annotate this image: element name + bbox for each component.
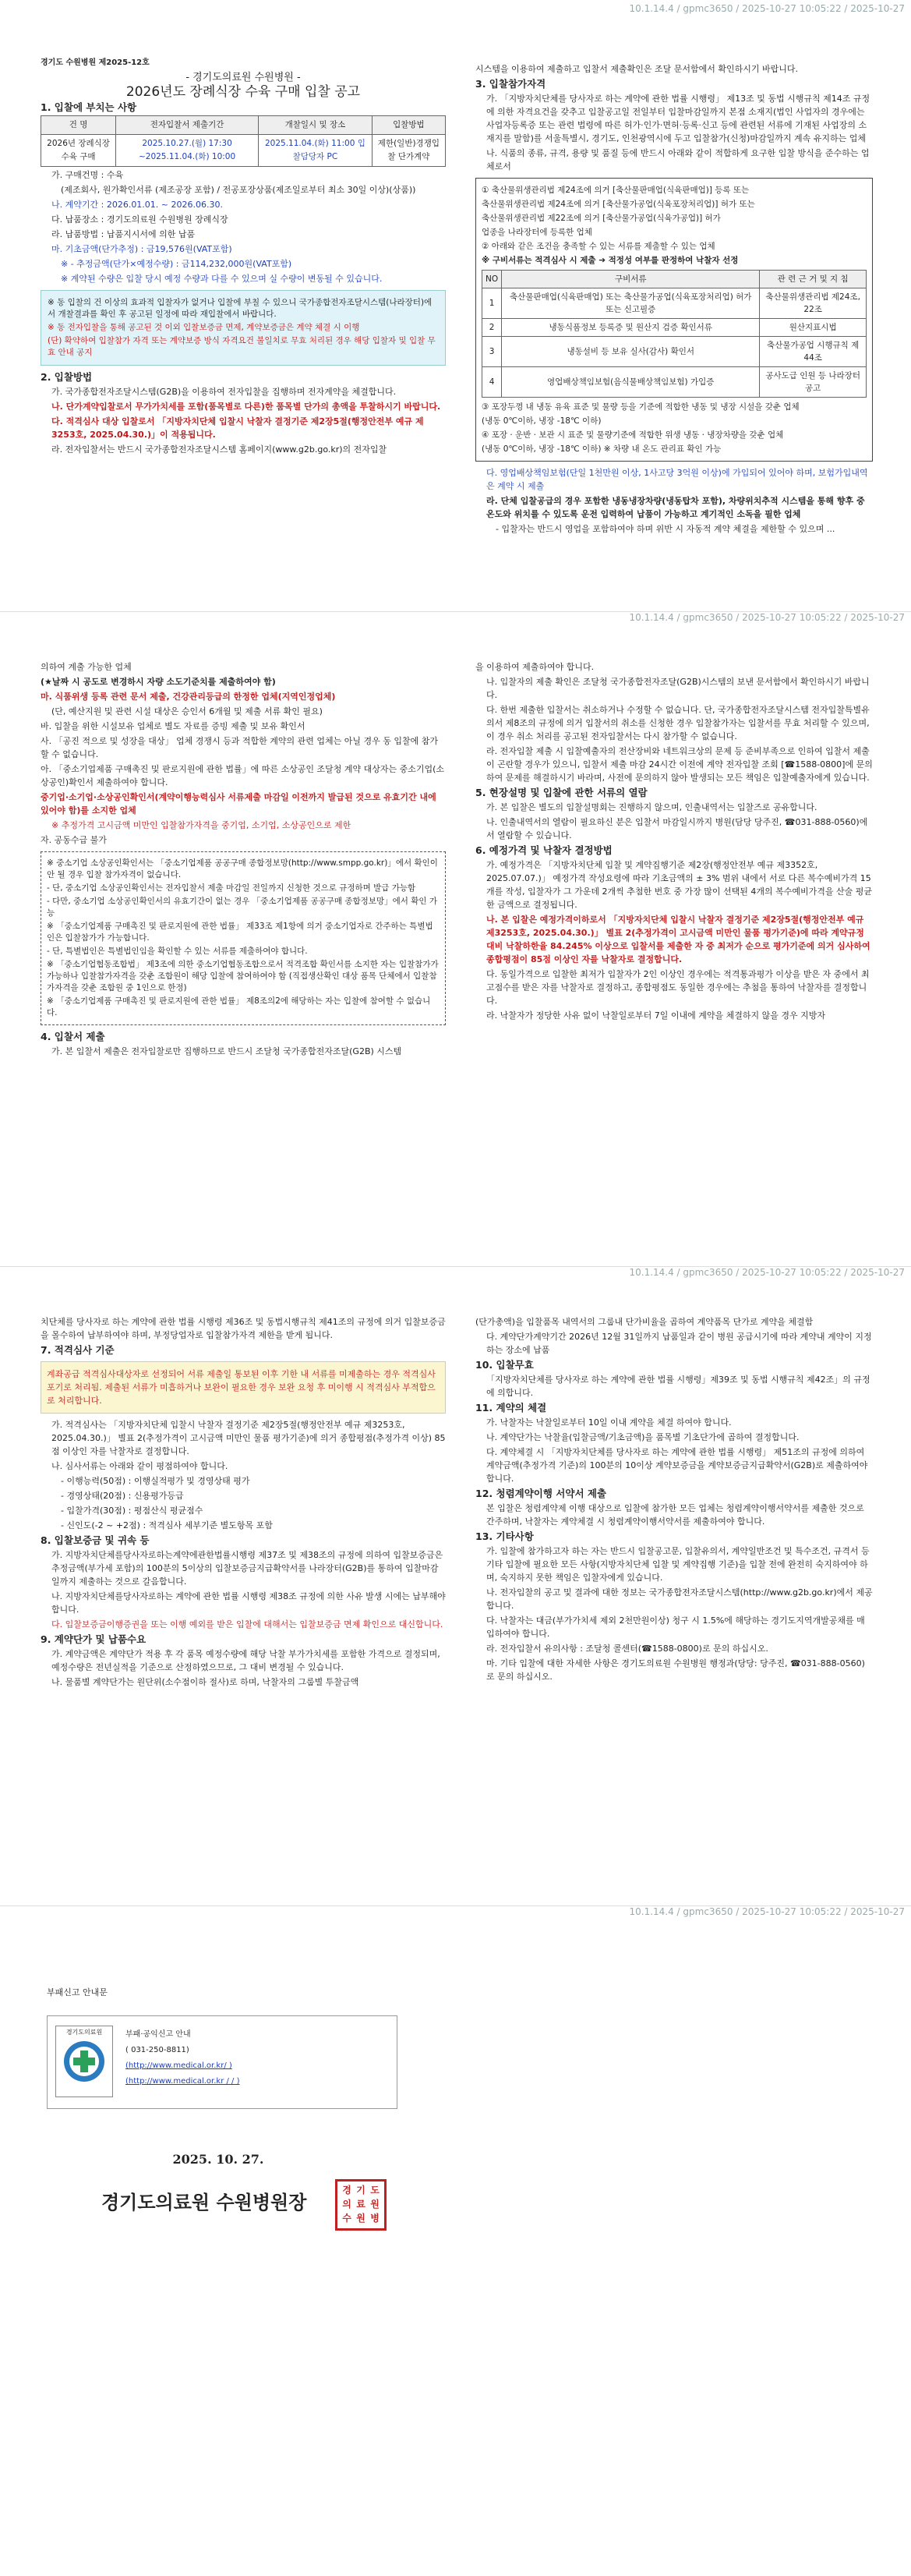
item-e: 마. 기초금액(단가추정) : 금19,576원(VAT포함) (51, 244, 232, 254)
section-1-heading: 1. 입찰에 부치는 사항 (41, 101, 137, 113)
page-1 (0, 0, 911, 612)
section-2-heading: 2. 입찰방법 (41, 371, 93, 383)
s9-b: 나. 물품별 계약단가는 원단위(소수점이하 절사)로 하며, 낙찰자의 그룹별 투찰금액 (51, 1677, 359, 1687)
item-a: 가. 구매건명 : 수육 (51, 170, 124, 180)
s3-a: 가. 「지방자치단체를 당사자로 하는 계약에 관한 법률 시행령」 제13조 및 동법 시행규칙 제14조 규정에 의한 자격요건을 갖추고 입찰공고일 전일부터 입찰마감일까지 본점 소재지(법인 사업자의 경우에는 사업자등록증 또는 관련 법령에 따른 허가·인가·면허·등록·신고 등에 관련된 서류에 기재된 사업장의 소재지를 말함)를 서울특별시, 경기도, 인천광역시에 두고 입찰참가(신청)마감일까지 계속 유지하는 업체 (486, 94, 870, 143)
s11-a: 가. 낙찰자는 낙찰일로부터 10일 이내 계약을 체결 하여야 합니다. (486, 1417, 732, 1428)
s8-a: 가. 지방자치단체를당사자로하는계약에관한법률시행령 제37조 및 제38조의 규정에 의하여 입찰보증금은 추정금액(부가세 포함)의 100분의 5이상의 입찰보증금지급확약서를 나라장터(G2B)를 통하여 입찰마감일까지 제출하는 것으로 갈음합니다. (51, 1550, 443, 1587)
td-opening: 2025.11.04.(화) 11:00 입찰담당자 PC (259, 135, 373, 167)
s2-c: 다. 적격심사 대상 입찰로서 「지방자치단체 입찰시 낙찰자 결정기준 제2장5절(행정안전부 예규 제3253호, 2025.04.30.)」이 적용됩니다. (51, 416, 424, 440)
box-line: ① 축산물위생관리법 제24조에 의거 [축산물판매업(식육판매업)] 등록 또는 (482, 186, 750, 195)
th-opening: 개찰일시 및 장소 (259, 116, 373, 135)
p2-line: (★날짜 시 공도로 변경하시 자량 소도기준치를 제출하여야 함) (41, 677, 276, 687)
r-intro: 시스템을 이용하여 제출하고 입찰서 제출확인은 조달 문서함에서 확인하시기 바랍니다. (475, 64, 799, 74)
notice-box (41, 290, 446, 366)
p3-intro: 치단체를 당사자로 하는 계약에 관한 법률 시행령 제36조 및 동법시행규칙 제41조의 규정에 의거 입찰보증금을 몰수하여 납부하여야 하며, 부정당업자로 입찰참가자격 제한을 받게 됩니다. (41, 1317, 446, 1340)
item-c: 다. 납품장소 : 경기도의료원 수원병원 장례식장 (51, 214, 228, 225)
dot-line: ※ 「중소기업협동조합법」 제3조에 의한 중소기업협동조합으로서 적격조합 확인서를 소지한 자는 입찰참가가 가능하나 입찰참가자격을 갖춘 조합원이 해당 입찰에 참여하여야 함 (직접생산확인 대상 품목 단체에서 입찰참가자격을 갖춘 조합원 중 1인으로 한정) (47, 960, 439, 993)
official-seal: 경 기 도 의 료 원 수 원 병 (335, 2179, 387, 2231)
hospital-logo (55, 2026, 113, 2097)
s10-a: 「지방자치단체를 당사자로 하는 계약에 관한 법률 시행령」제39조 및 동법 시행규칙 제42조」의 규정에 의합니다. (486, 1375, 870, 1398)
p2-line: 바. 입찰을 위한 시설보유 업체로 별도 자료를 증빙 제출 및 보유 확인서 (41, 721, 305, 731)
s7-list-item: - 이행능력(50점) : 이행실적평가 및 경영상태 평가 (61, 1476, 250, 1486)
s3-b: 나. 식품의 종류, 규격, 용량 및 품질 등에 반드시 아래와 같이 적합하게 요구한 입찰 방식을 준수하는 업체로서 (486, 148, 870, 172)
contact-url[interactable]: (http://www.medical.or.kr / / ) (125, 2077, 240, 2086)
s9-a: 가. 계약금액은 계약단가 적용 후 각 품목 예정수량에 해당 낙찰 부가가치세를 포함한 가격으로 결정되며, 예정수량은 전년실적을 기준으로 산정하였으므로, 그 대비 변경될 수 있습니다. (51, 1649, 440, 1672)
dot-line: - 단, 중소기업 소상공인확인서는 전자입찰서 제출 마감일 전일까지 신청한 것으로 규정하며 발급 가능함 (47, 883, 416, 893)
watermark: 10.1.14.4 / gpmc3650 / 2025-10-27 10:05:22 / 2025-10-27 (629, 612, 905, 623)
p1-right-column (475, 61, 873, 537)
logo-text: 경기도의료원 (65, 2029, 103, 2036)
td-period: 2025.10.27.(월) 17:30 ~2025.11.04.(화) 10:00 (116, 135, 259, 167)
documents-table (482, 270, 867, 398)
s6-b: 나. 본 입찰은 예정가격이하로서 「지방자치단체 입찰시 낙찰자 결정기준 제2장5절(행정안전부 예규 제3253호, 2025.04.30.)」 별표 2(추정가격이 고시금액 미만인 물품 평가기준)에 따라 계약규정 대비 낙찰하한율 84.245% 이상으로 입찰서를 제출한 자 중 최저가 순으로 평가기준에 의거 심사하여 종합평점이 85점 이상인 자를 낙찰자로 결정합니다. (486, 915, 870, 964)
s6-a: 가. 예정가격은 「지방자치단체 입찰 및 계약집행기준 제2장(행정안전부 예규 제3352호, 2025.07.07.)」 예정가격 작성요령에 따라 기초금액의 ± 3% 범위 내에서 서로 다른 복수예비가격 15개를 작성, 입찰자가 그 가운데 2개씩 추첨한 번호 중 가장 많이 선택된 4개의 복수예비가격을 산술 평균한 금액으로 결정됩니다. (486, 860, 872, 910)
p2-line: 마. 식품위생 등록 관련 문서 제출, 건강관리등급의 한정한 업체(지역인정업체) (41, 692, 336, 702)
td-method: 제한(일반)경쟁입찰 단가계약 (372, 135, 445, 167)
cell: 3 (482, 337, 502, 367)
th-method: 입찰방법 (372, 116, 445, 135)
item-e-note2: ※ 계약된 수량은 입찰 당시 예정 수량과 다를 수 있으며 실 수량이 변동될 수 있습니다. (61, 274, 383, 284)
corruption-report-box (47, 2015, 397, 2109)
notice-line: ※ 동 전자입찰을 통해 공고된 것 이외 입찰보증금 면제, 계약보증금은 계약 체결 시 이행 (48, 323, 360, 332)
p2-line: (단, 예산지원 및 관련 시설 대상은 승인서 6개월 및 제출 서류 확인 필요) (51, 706, 323, 717)
contact-tel: ( 031-250-8811) (125, 2046, 189, 2054)
cell: 공사도급 인원 등 나라장터 공고 (760, 367, 867, 398)
cell: 축산물판매업(식육판매업) 또는 축산물가공업(식육포장처리업) 허가 또는 신고필증 (502, 288, 760, 319)
cell: 1 (482, 288, 502, 319)
box-line: ② 아래와 같은 조건을 충족할 수 있는 서류를 제출할 수 있는 업체 (482, 242, 715, 251)
s8-c: 다. 입찰보증금이행증권을 또는 이행 예외를 받은 입찰에 대해서는 입찰보증금 면제 확인으로 대신합니다. (51, 1619, 443, 1629)
s7-b: 나. 심사서류는 아래와 같이 평점하여야 합니다. (51, 1461, 228, 1471)
warning-text: 계좌공급 적격심사대상자로 선정되어 서류 제출일 통보된 이후 기한 내 서류를 미제출하는 경우 적격심사 포기로 처리됨. 제출된 서류가 미흡하거나 보완이 필요한 경우 보완 요청 후 미이행 시 적격심사 부적합으로 처리합니다. (47, 1369, 436, 1406)
section-6-heading: 6. 예정가격 및 낙찰자 결정방법 (475, 844, 613, 856)
s7-list-item: - 신인도(-2 ~ +2점) : 적격심사 세부기준 별도항목 포함 (61, 1520, 273, 1530)
watermark: 10.1.14.4 / gpmc3650 / 2025-10-27 10:05:22 / 2025-10-27 (629, 3, 905, 14)
p1-left-column (41, 55, 446, 458)
page-title: 2026년도 장례식장 수육 구매 입찰 공고 (125, 84, 361, 100)
s2-d: 라. 전자입찰서는 반드시 국가종합전자조달시스템 홈페이지(www.g2b.go.kr)의 전자입찰 (51, 444, 387, 455)
s3-e: - 입찰자는 반드시 영업을 포함하여야 하며 위반 시 자동적 계약 체결을 제한할 수 있으며 ... (496, 524, 835, 534)
p2-line: ※ 추정가격 고시금액 미만인 입찰참가자격을 중기업, 소기업, 소상공인으로 제한 (51, 820, 351, 830)
r-line: (단가총액)을 입찰품목 내역서의 그룹내 단가비율을 곱하여 계약품목 단가로 계약을 체결함 (475, 1317, 814, 1327)
issue-date: 2025. 10. 27. (172, 2152, 264, 2167)
td-name: 2026년 장례식장 수육 구매 (41, 135, 116, 167)
th-name: 건 명 (41, 116, 116, 135)
box-line: ④ 포장 · 운반 · 보관 시 표준 및 물량기준에 적합한 위생 냉동 · 냉장차량을 갖춘 업체 (482, 430, 784, 440)
section-7-heading: 7. 적격심사 기준 (41, 1344, 115, 1356)
qualification-box (475, 178, 873, 462)
section-4-heading: 4. 입찰서 제출 (41, 1031, 105, 1042)
table-row (482, 367, 867, 398)
cell: 2 (482, 319, 502, 337)
s7-a: 가. 적격심사는 「지방자치단체 입찰시 낙찰자 결정기준 제2장5절(행정안전부 예규 제3253호, 2025.04.30.)」 별표 2(추정가격이 고시금액 미만인 물품 평가기준)에 의거 종합평점(추정가격 이상) 85점 이상인 자를 낙찰자로 결정합니다. (51, 1420, 446, 1456)
signer: 경기도의료원 수원병원장 (101, 2191, 307, 2213)
organization: - 경기도의료원 수원병원 - (185, 72, 301, 83)
dot-line: ※ 「중소기업제품 구매촉진 및 판로지원에 관한 법률」 제33조 제1항에 의거 중소기업자로 간주하는 특별법인은 입찰참가가 가능합니다. (47, 922, 433, 943)
r-line: 나. 입찰자의 제출 확인은 조달청 국가종합전자조달(G2B)시스템의 보낸 문서함에서 확인하시기 바랍니다. (486, 677, 870, 700)
r-line: 라. 전자입찰 제출 시 입찰예출자의 전산장비와 네트워크상의 문제 등 준비부족으로 인하여 입찰서 제출이 곤란할 경우가 있으니, 입찰서 제출 마감 24시간 이전에 계약 전자입찰 조회 [☎1588-0800]에 문의하여 문제를 해결하시기 바라며, 사전에 문의하지 않아 발생되는 모든 책임은 입찰예출자에게 있습니다. (486, 746, 873, 783)
page-3 (0, 1267, 911, 1906)
section-3-heading: 3. 입찰참가자격 (475, 78, 546, 90)
s11-c: 다. 계약체결 시 「지방자치단체를 당사자로 하는 계약에 관한 법률 시행령」 제51조의 규정에 의하여 계약금액(추정가격 기준)의 100분의 10이상 계약보증금을 계약보증금지급확약서(G2B)로 제출하여야 합니다. (486, 1447, 868, 1484)
th-no: NO (482, 271, 502, 288)
item-b: 나. 계약기간 : 2026.01.01. ~ 2026.06.30. (51, 200, 223, 210)
hospital-emblem-icon (62, 2040, 106, 2083)
p2-right-column (475, 659, 873, 1024)
p2-line: 사. 「공진 적으로 및 성장을 대상」 업체 경쟁시 등과 적합한 계약의 관련 업체는 아닐 경우 동 입찰에 참가할 수 없습니다. (41, 736, 438, 759)
section-8-heading: 8. 입찰보증금 및 귀속 등 (41, 1534, 150, 1546)
page-2 (0, 612, 911, 1267)
contact-name: 부패·공익신고 안내 (125, 2030, 191, 2039)
cell: 원산지표시법 (760, 319, 867, 337)
table-row (482, 337, 867, 367)
box-line: ※ 구비서류는 적격심사 시 제출 ➔ 적정성 여부를 판정하여 낙찰자 선정 (482, 256, 739, 265)
r-line: 다. 한번 제출한 입찰서는 취소하거나 수정할 수 없습니다. 단, 국가종합전자조달시스템 전자입찰특별유의서 제8조의 규정에 의거 입찰서의 취소를 신청한 경우 입찰참가자는 입찰서를 무효 처리할 수 있으며, 이 경우 취소 처리를 공고된 전자입찰서는 다시 참가할 수 없습니다. (486, 705, 870, 741)
box-line: 업종을 나라장터에 등록한 업체 (482, 228, 592, 237)
s13-c: 다. 낙찰자는 대금(부가가치세 제외 2천만원이상) 청구 시 1.5%에 해당하는 경기도지역개발공채를 매입하여야 합니다. (486, 1615, 865, 1639)
s6-c: 다. 동일가격으로 입찰한 최저가 입찰자가 2인 이상인 경우에는 적격통과평가 이상을 받은 자 중에서 최고점수를 받은 자를 낙찰자로 결정하고, 종합평점도 동일한 경우에는 추첨을 통하여 낙찰자를 결정합니다. (486, 969, 870, 1006)
s3-c: 다. 영업배상책임보험(단일 1천만원 이상, 1사고당 3억원 이상)에 가입되어 있어야 하며, 보험가입내역은 계약 시 제출 (486, 468, 868, 491)
p4-content (47, 1984, 436, 2001)
p2-line: 중기업·소기업·소상공인확인서(계약이행능력심사 서류제출 마감일 이전까지 발급된 것으로 유효기간 내에 있어야 함)를 소지한 업체 (41, 792, 436, 816)
s5-b: 나. 인출내역서의 열람이 필요하신 분은 입찰서 마감일시까지 병원(담당 당주진, ☎031-888-0560)에서 열람할 수 있습니다. (486, 817, 868, 840)
cell: 영업배상책임보험(음식물배상책임보험) 가입증 (502, 367, 760, 398)
th-doc: 구비서류 (502, 271, 760, 288)
cell: 냉동설비 등 보유 실사(감사) 확인서 (502, 337, 760, 367)
s13-d: 라. 전자입찰서 유의사항 : 조달청 콜센터(☎1588-0800)로 문의 하십시오. (486, 1644, 768, 1654)
s11-b: 나. 계약단가는 낙찰율(입찰금액/기초금액)을 품목별 기초단가에 곱하여 결정합니다. (486, 1432, 800, 1442)
s4-a: 가. 본 입찰서 제출은 전자입찰로만 집행하므로 반드시 조달청 국가종합전자조달(G2B) 시스템 (51, 1046, 402, 1056)
table-row (482, 319, 867, 337)
th-period: 전자입찰서 제출기간 (116, 116, 259, 135)
s7-list-item: - 경영상태(20점) : 신용평가등급 (61, 1491, 184, 1501)
box-line: (냉동 0℃이하, 냉장 -18℃ 이하) ※ 차량 내 온도 관리표 확인 가능 (482, 444, 722, 454)
contact-details (125, 2027, 240, 2089)
s6-d: 라. 낙찰자가 정당한 사유 없이 낙찰일로부터 7일 이내에 계약을 체결하지 않을 경우 지방자 (486, 1010, 825, 1021)
box-line: (냉동 0℃이하, 냉장 -18℃ 이하) (482, 416, 602, 426)
watermark: 10.1.14.4 / gpmc3650 / 2025-10-27 10:05:22 / 2025-10-27 (629, 1906, 905, 1917)
box-line: 축산물위생관리법 제22조에 의거 [축산물가공업(식육가공업)] 허가 (482, 214, 721, 223)
notice-number: 경기도 수원병원 제2025-12호 (41, 58, 150, 67)
cell: 축산물가공업 시행규칙 제44조 (760, 337, 867, 367)
section-9-heading: 9. 계약단가 및 납품수요 (41, 1633, 147, 1645)
table-row (482, 288, 867, 319)
item-e-note: ※ - 추정금액(단가×예정수량) : 금114,232,000원(VAT포함) (61, 259, 292, 269)
dot-line: ※ 「중소기업제품 구매촉진 및 판로지원에 관한 법률」 제8조의2에 해당하는 자는 입찰에 참여할 수 없습니다. (47, 996, 431, 1017)
s13-a: 가. 입찰에 참가하고자 하는 자는 반드시 입찰공고문, 입찰유의서, 계약일반조건 및 특수조건, 규격서 등 기타 입찰에 필요한 모든 사항(지방자치단체 입찰 및 계약집행 기준)을 입찰 전에 완전히 숙지하여야 하며, 숙지하지 못한 책임은 입찰자에게 있습니다. (486, 1546, 870, 1583)
bid-summary-table (41, 115, 446, 167)
box-line: ③ 포장두껑 내 냉동 유육 표준 및 물량 등을 기준에 적합한 냉동 및 냉장 시설을 갖춘 업체 (482, 402, 800, 412)
p3-right-column (475, 1314, 873, 1685)
item-a-detail: (제조회사, 원가확인서류 (제조공장 포함) / 전공포장상품(제조일로부터 최소 30일 이상)(상품)) (61, 185, 416, 195)
s5-a: 가. 본 입찰은 별도의 입찰설명회는 진행하지 않으며, 인출내역서는 입찰즈로 공유합니다. (486, 802, 817, 812)
s2-b: 나. 단가계약입찰로서 무가가치세를 포함(품목별로 다른)한 품목별 단가의 총액을 투찰하시기 바랍니다. (51, 402, 441, 412)
s2-a: 가. 국가종합전자조달시스템(G2B)을 이용하여 전자입찰을 집행하며 전자계약을 체결합니다. (51, 387, 397, 397)
p3-left-column (41, 1314, 446, 1690)
section-12-heading: 12. 청렴계약이행 서약서 제출 (475, 1488, 607, 1499)
p2-intro: 의하여 계출 가능한 업체 (41, 662, 132, 672)
s13-e: 마. 기타 입찰에 대한 자세한 사항은 경기도의료원 수원병원 행정과(당당: 당주진, ☎031-888-0560)로 문의 하십시오. (486, 1658, 865, 1682)
section-13-heading: 13. 기타사항 (475, 1530, 534, 1542)
cell: 4 (482, 367, 502, 398)
dot-line: - 단, 특별법인은 특별법인임을 확인할 수 있는 서류를 제출하여야 합니다. (47, 947, 308, 956)
s7-list-item: - 입찰가격(30점) : 평점산식 평균점수 (61, 1506, 203, 1516)
warning-box (41, 1361, 446, 1414)
dot-line: ※ 중소기업 소상공인확인서는 「중소기업제품 공공구매 종합정보망(http://www.smpp.go.kr)」에서 확인이 안 될 경우 입찰 참가자격이 없습니다. (47, 858, 438, 879)
notice-line: ※ 동 입찰의 건 이상의 효과적 입찰자가 없거나 입찰에 부칠 수 있으니 국가종합전자조달시스템(나라장터)에서 개찰결과를 확인 후 공고된 일정에 따라 재입찰에서 바랍니다. (48, 298, 433, 319)
contact-url[interactable]: (http://www.medical.or.kr/ ) (125, 2061, 232, 2070)
p2-line: 아. 「중소기업제품 구매촉진 및 판로지원에 관한 법률」에 따른 소상공인 조달청 계약 대상자는 중소기업(소상공인)확인서 제출하여야 합니다. (41, 764, 445, 787)
item-d: 라. 납품방법 : 납품지시서에 의한 납품 (51, 229, 196, 239)
cell: 냉동식품정보 등록증 및 원산지 검증 확인서류 (502, 319, 760, 337)
s3-d: 라. 단체 입찰공급의 경우 포함한 냉동냉장차량(냉동탑차 포함), 차량위치추적 시스템을 통해 향후 중 온도와 위치를 수 있도록 운전 입력하여 납품이 가능하고 계기적인 소독을 필한 업체 (486, 496, 865, 519)
cell: 축산물위생관리법 제24조, 22조 (760, 288, 867, 319)
dot-line: - 다만, 중소기업 소상공인확인서의 유효기간이 없는 경우 「중소기업제품 공공구매 종합정보망」에서 확인 가능 (47, 897, 437, 918)
r-line: 을 이용하여 제출하여야 합니다. (475, 662, 595, 672)
r-line: 다. 계약단가계약기간 2026년 12월 31일까지 납품일과 같이 병원 공급시기에 따라 계약내 계약이 지정하는 장소에 납품 (486, 1332, 872, 1355)
s8-b: 나. 지방자치단체를당사자로하는 계약에 관한 법률 시행령 제38조 규정에 의한 사유 발생 시에는 납부해야 합니다. (51, 1591, 446, 1615)
page-4 (0, 1906, 911, 2576)
watermark: 10.1.14.4 / gpmc3650 / 2025-10-27 10:05:22 / 2025-10-27 (629, 1267, 905, 1278)
s12-a: 본 입찰은 청렴계약제 이행 대상으로 입찰에 참가한 모든 업체는 청렴계약이행서약서를 제출한 것으로 간주하며, 낙찰자는 계약체결 시 청렴계약이행서약서를 제출하여야 합니다. (486, 1503, 864, 1527)
section-10-heading: 10. 입찰무효 (475, 1359, 534, 1371)
th-basis: 관 련 근 거 및 지 침 (760, 271, 867, 288)
section-11-heading: 11. 계약의 체결 (475, 1402, 547, 1414)
section-5-heading: 5. 현장설명 및 입찰에 관한 서류의 열람 (475, 787, 648, 798)
p2-line: 자. 공동수급 불가 (41, 835, 107, 845)
notice-line: (단) 확약하여 입찰참가 자격 또는 계약보증 방식 자격요건 불일치로 무효 처리된 경우 해당 입찰자 및 입찰 무효 안내 공지 (48, 336, 436, 357)
box-line: 축산물위생관리법 제24조에 의거 [축산물가공업(식육포장처리업)] 허가 또는 (482, 200, 755, 209)
sme-notice-box (41, 851, 446, 1025)
corruption-notice-label: 부패신고 안내문 (47, 1987, 108, 1997)
p2-left-column (41, 659, 446, 1060)
s13-b: 나. 전자입찰의 공고 및 결과에 대한 정보는 국가종합전자조달시스템(http://www.g2b.go.kr)에서 제공합니다. (486, 1587, 873, 1611)
